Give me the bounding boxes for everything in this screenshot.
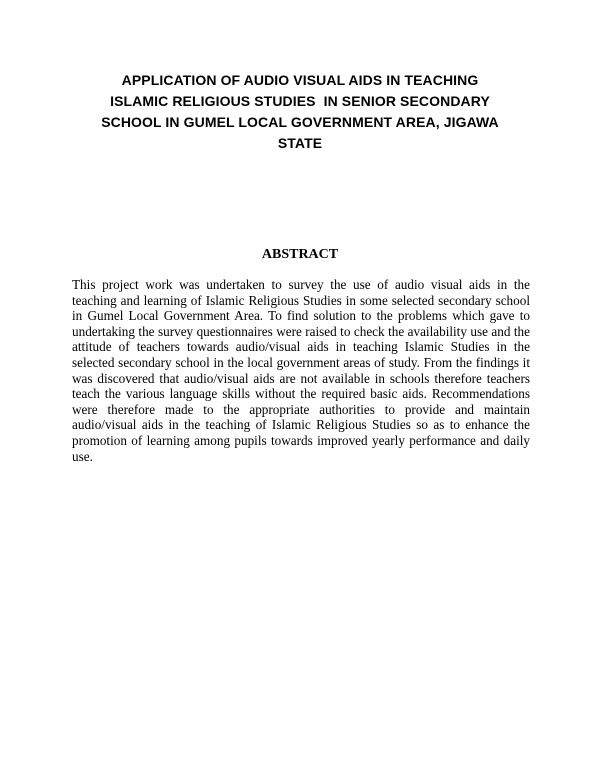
title-line-1: APPLICATION OF AUDIO VISUAL AIDS IN TEACHING — [121, 72, 479, 88]
abstract-heading: ABSTRACT — [261, 247, 339, 262]
title-line-2: ISLAMIC RELIGIOUS STUDIES IN SENIOR SECONDARY — [110, 93, 490, 109]
title-line-3: SCHOOL IN GUMEL LOCAL GOVERNMENT AREA, JIGAWA — [101, 114, 499, 130]
abstract-paragraph: This project work was undertaken to survey the use of audio visual aids in the teaching and learning of Islamic Religious Studies in some selected secondary school in Gumel Local Government Area. To find solution to the problems which gave to undertaking the survey questionnaires were raised to check the availability use and the attitude of teachers towards audio/visual aids in teaching Islamic Studies in the selected secondary school in the local government areas of study. From the findings it was discovered that audio/visual aids are not available in schools therefore teachers teach the various language skills without the required basic aids. Recommendations were therefore made to the appropriate authorities to provide and maintain audio/visual aids in the teaching of Islamic Religious Studies so as to enhance the promotion of learning among pupils towards improved yearly performance and daily use. — [72, 277, 530, 464]
document-title — [60, 70, 540, 154]
title-line-4: STATE — [277, 135, 323, 151]
